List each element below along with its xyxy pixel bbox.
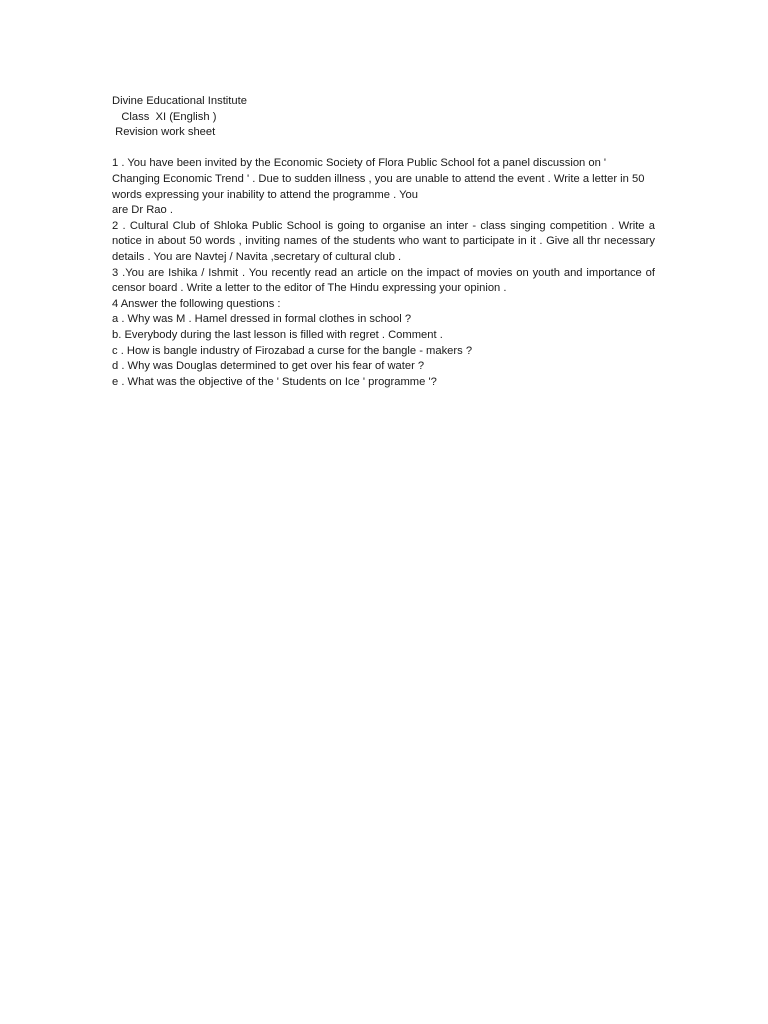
spacer bbox=[112, 141, 655, 157]
question-3: 3 .You are Ishika / Ishmit . You recently read an article on the impact of movies on youth and importance of censor board . Write a letter to the editor of The Hindu expressing your opinion . bbox=[112, 266, 655, 295]
institute-name: Divine Educational Institute bbox=[112, 95, 247, 107]
class-label: Class XI (English ) bbox=[112, 110, 217, 123]
question-4b: b. Everybody during the last lesson is filled with regret . Comment . bbox=[112, 328, 443, 341]
question-4c: c . How is bangle industry of Firozabad a curse for the bangle - makers ? bbox=[112, 344, 473, 357]
question-4a: a . Why was M . Hamel dressed in formal clothes in school ? bbox=[112, 313, 412, 326]
question-4e: e . What was the objective of the ' Students on Ice ' programme '? bbox=[112, 375, 437, 388]
question-1: 1 . You have been invited by the Economic Society of Flora Public School fot a panel discussion on ' Changing Economic Trend ' . Due to sudden illness , you are unable to attend the event . Write a letter in 50 words expressing your inability to attend the programme . You bbox=[112, 157, 645, 201]
question-4-intro: 4 Answer the following questions : bbox=[112, 297, 281, 310]
worksheet-page bbox=[112, 94, 655, 390]
question-2: 2 . Cultural Club of Shloka Public School is going to organise an inter - class singing competition . Write a notice in about 50 words , inviting names of the students who want to participate in it . Give all thr necessary details . You are Navtej / Navita ,secretary of cultural club . bbox=[112, 219, 655, 263]
question-4d: d . Why was Douglas determined to get over his fear of water ? bbox=[112, 360, 425, 373]
worksheet-title: Revision work sheet bbox=[112, 126, 216, 139]
question-1-tail: are Dr Rao . bbox=[112, 204, 173, 217]
